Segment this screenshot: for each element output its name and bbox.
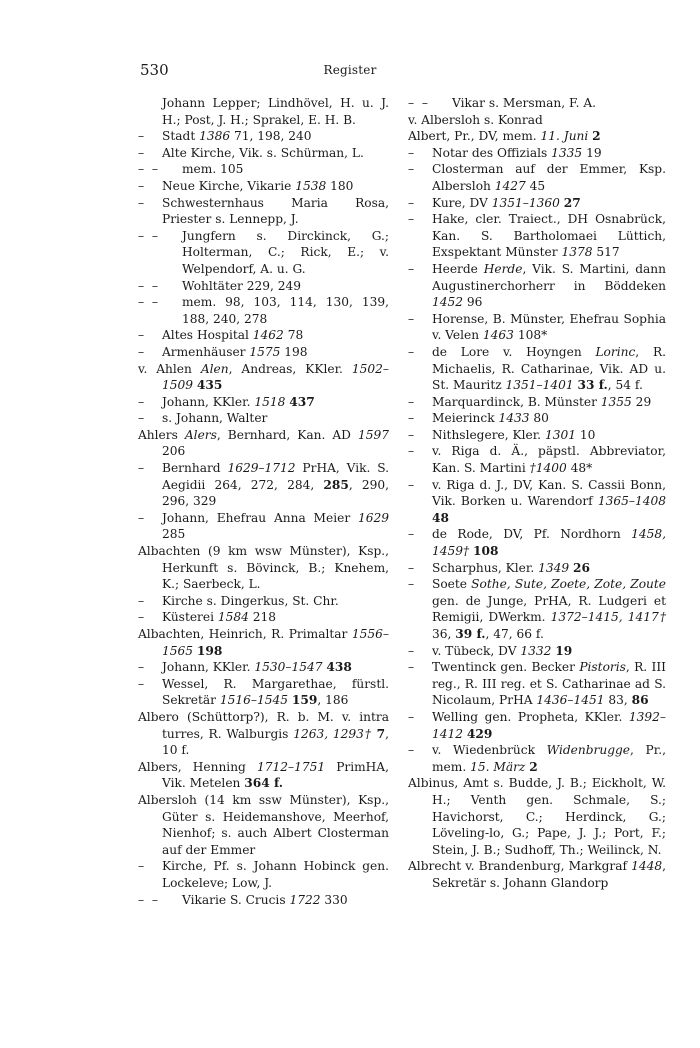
dash-marker: –	[408, 527, 415, 542]
dash-marker: –	[408, 261, 415, 276]
index-entry: – v. Tübeck, DV 1332 19	[408, 643, 573, 658]
dash-marker: –	[138, 411, 145, 426]
index-entry: – v. Wiedenbrück Widenbrugge, Pr., mem. 15. März 2	[408, 743, 666, 774]
dash-marker: –	[138, 145, 145, 160]
index-entry: – – Vikar s. Mersman, F. A.	[408, 96, 597, 110]
index-entry: – – mem. 105	[138, 162, 244, 177]
index-entry: Albert, Pr., DV, mem. 11. Juni 2	[408, 129, 601, 144]
index-column-left	[138, 95, 389, 908]
index-entry: – Kure, DV 1351–1360 27	[408, 195, 581, 210]
index-entry: – Scharphus, Kler. 1349 26	[408, 560, 590, 575]
dash-marker: –	[138, 344, 145, 359]
index-entry: – Horense, B. Münster, Ehefrau Sophia v. Velen 1463 108*	[408, 311, 666, 343]
index-entry: – Johann, KKler. 1518 437	[138, 394, 315, 409]
index-entry: – de Lore v. Hoyngen Lorinc, R. Michaelis, R. Catharinae, Vik. AD u. St. Mauritz 1351–1401 33 f., 54 f.	[408, 344, 666, 393]
index-entry: – Johann, KKler. 1530–1547 438	[138, 660, 352, 675]
dash-marker: –	[408, 660, 415, 675]
index-entry: – s. Johann, Walter	[138, 411, 268, 426]
index-entry: – Closterman auf der Emmer, Ksp. Albersloh 1427 45	[408, 162, 666, 193]
index-entry: – Nithslegere, Kler. 1301 10	[408, 427, 596, 442]
dash-marker: – –	[138, 228, 158, 243]
index-entry: – Küsterei 1584 218	[138, 610, 277, 625]
index-entry: – Marquardinck, B. Münster 1355 29	[408, 394, 652, 409]
index-entry: – Twentinck gen. Becker Pistoris, R. III reg., R. III reg. et S. Catharinae ad S. Nicolaum, PrHA 1436–1451 83, 86	[408, 660, 666, 708]
dash-marker: –	[138, 510, 145, 525]
dash-marker: –	[138, 859, 145, 874]
dash-marker: –	[408, 477, 415, 492]
index-entry: – Johann, Ehefrau Anna Meier 1629 285	[138, 510, 389, 542]
dash-marker: –	[408, 427, 415, 442]
index-entry: – v. Riga d. Ä., päpstl. Abbreviator, Kan. S. Martini †1400 48*	[408, 444, 666, 476]
index-entry: – Hake, cler. Traiect., DH Osnabrück, Kan. S. Bartholomaei Lüttich, Exspektant Münster 1378 517	[408, 212, 666, 260]
dash-marker: –	[408, 162, 415, 177]
index-entry: – – Wohltäter 229, 249	[138, 278, 302, 293]
index-entry: Albachten (9 km wsw Münster), Ksp., Herkunft s. Bövinck, B.; Knehem, K.; Saerbeck, L.	[138, 544, 389, 592]
index-entry: – – mem. 98, 103, 114, 130, 139, 188, 240, 278	[138, 295, 389, 326]
dash-marker: –	[138, 129, 145, 144]
index-column-right	[408, 95, 666, 892]
index-entry: – Meierinck 1433 80	[408, 411, 549, 426]
index-entry: Ahlers Alers, Bernhard, Kan. AD 1597 206	[138, 427, 390, 459]
index-entry: – de Rode, DV, Pf. Nordhorn 1458, 1459† 108	[408, 527, 666, 559]
dash-marker: – –	[138, 162, 158, 177]
dash-marker: –	[408, 195, 415, 210]
index-entry: – Heerde Herde, Vik. S. Martini, dann Augustinerchorherr in Böddeken 1452 96	[408, 261, 666, 310]
index-entry: – Kirche, Pf. s. Johann Hobinck gen. Lockeleve; Low, J.	[138, 859, 389, 890]
dash-marker: –	[138, 328, 145, 343]
index-entry: – – Jungfern s. Dirckinck, G.; Holterman, C.; Rick, E.; v. Welpendorf, A. u. G.	[138, 228, 389, 276]
dash-marker: –	[138, 394, 145, 409]
page-number: 530	[140, 61, 169, 79]
index-entry: – Notar des Offizials 1335 19	[408, 145, 602, 160]
dash-marker: –	[408, 709, 415, 724]
index-entry: – Soete Sothe, Sute, Zoete, Zote, Zoute gen. de Junge, PrHA, R. Ludgeri et Remigii, DWerkm. 1372–1415, 1417† 36, 39 f., 47, 66 f.	[408, 577, 666, 641]
index-entry: – – Vikarie S. Crucis 1722 330	[138, 892, 348, 907]
dash-marker: –	[138, 676, 145, 691]
index-entry: – Schwesternhaus Maria Rosa, Priester s. Lennepp, J.	[138, 195, 389, 227]
dash-marker: –	[408, 145, 415, 160]
index-entry: Albinus, Amt s. Budde, J. B.; Eickholt, W. H.; Venth gen. Schmale, S.; Havichorst, C.; Herdinck, G.; Löveling-lo, G.; Pape, J. J.; Port, F.; Stein, J. B.; Sudhoff, Th.; Weilinck, N.	[408, 776, 666, 857]
index-entry: Albers, Henning 1712–1751 PrimHA, Vik. Metelen 364 f.	[138, 759, 389, 791]
index-entry: – Stadt 1386 71, 198, 240	[138, 129, 312, 144]
dash-marker: –	[138, 178, 145, 193]
dash-marker: – –	[138, 892, 158, 907]
index-entry: Albero (Schüttorp?), R. b. M. v. intra turres, R. Walburgis 1263, 1293† 7, 10 f.	[138, 709, 390, 758]
index-entry: Albachten, Heinrich, R. Primaltar 1556–1565 198	[138, 627, 389, 658]
dash-marker: –	[408, 560, 415, 575]
dash-marker: – –	[138, 278, 158, 293]
index-entry: v. Albersloh s. Konrad	[408, 112, 543, 127]
index-entry: Johann Lepper; Lindhövel, H. u. J. H.; Post, J. H.; Sprakel, E. H. B.	[162, 96, 389, 127]
index-entry: v. Ahlen Alen, Andreas, KKler. 1502–1509 435	[138, 361, 390, 393]
index-entry: – Wessel, R. Margarethae, fürstl. Sekretär 1516–1545 159, 186	[138, 676, 389, 708]
index-entry: – v. Riga d. J., DV, Kan. S. Cassii Bonn, Vik. Borken u. Warendorf 1365–1408 48	[408, 477, 666, 525]
index-entry: – Armenhäuser 1575 198	[138, 344, 308, 359]
dash-marker: –	[138, 195, 145, 210]
dash-marker: –	[408, 444, 415, 459]
index-entry: Albrecht v. Brandenburg, Markgraf 1448, Sekretär s. Johann Glandorp	[408, 859, 666, 890]
dash-marker: –	[408, 743, 415, 758]
dash-marker: –	[138, 610, 145, 625]
dash-marker: –	[408, 344, 415, 359]
index-entry: – Neue Kirche, Vikarie 1538 180	[138, 178, 354, 193]
dash-marker: –	[408, 577, 415, 592]
dash-marker: –	[408, 311, 415, 326]
dash-marker: –	[138, 593, 145, 608]
index-entry: Albersloh (14 km ssw Münster), Ksp., Güter s. Heidemanshove, Meerhof, Nienhof; s. auch Albert Closterman auf der Emmer	[138, 792, 389, 857]
dash-marker: – –	[408, 96, 428, 110]
index-entry: – Altes Hospital 1462 78	[138, 328, 304, 343]
dash-marker: –	[138, 461, 145, 476]
dash-marker: –	[138, 660, 145, 675]
running-head: Register	[323, 63, 377, 77]
dash-marker: –	[408, 394, 415, 409]
index-entry: – Welling gen. Propheta, KKler. 1392–1412 429	[408, 709, 666, 741]
index-entry: – Kirche s. Dingerkus, St. Chr.	[138, 593, 339, 608]
dash-marker: –	[408, 411, 415, 426]
dash-marker: –	[408, 643, 415, 658]
dash-marker: –	[408, 212, 415, 227]
dash-marker: – –	[138, 295, 158, 310]
index-entry: – Alte Kirche, Vik. s. Schürman, L.	[138, 145, 364, 160]
index-entry: – Bernhard 1629–1712 PrHA, Vik. S. Aegidii 264, 272, 284, 285, 290, 296, 329	[138, 461, 389, 509]
